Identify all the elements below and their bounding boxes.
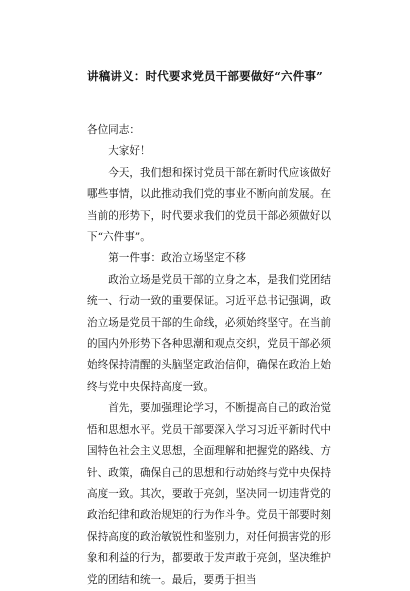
greeting: 大家好！ <box>108 145 151 158</box>
paragraph-political-stance: 政治立场是党员干部的立身之本，是我们党团结统一、行动一致的重要保证。习近平总书记强调，政治立场是党员干部的生命线，必须始终坚守。在当前的国内外形势下各种思潮和观点交织，党员干部必须始终保持清醒的头脑坚定政治信仰，确保在政治上始终与党中央保持高度一致。 <box>87 273 331 393</box>
salutation: 各位同志： <box>87 124 140 136</box>
paragraph-intro: 今天，我们想和探讨党员干部在新时代应该做好哪些事情，以此推动我们党的事业不断向前发展。在当前的形势下，时代要求我们的党员干部必须做好以下“六件事”。 <box>87 166 331 244</box>
document-body <box>87 120 331 591</box>
document-title: 讲稿讲义：时代要求党员干部要做好“六件事” <box>87 69 323 83</box>
section-heading-first: 第一件事：政治立场坚定不移 <box>108 252 246 265</box>
paragraph-first-measures: 首先，要加强理论学习，不断提高自己的政治觉悟和思想水平。党员干部要深入学习习近平新时代中国特色社会主义思想，全面理解和把握党的路线、方针、政策，确保自己的思想和行动始终与党中央保持高度一致。其次，要敢于亮剑，坚决同一切违背党的政治纪律和政治规矩的行为作斗争。党员干部要时刻保持高度的政治敏锐性和鉴别力，对任何损害党的形象和利益的行为，都要敢于发声敢于亮剑，坚决维护党的团结和统一。最后，要勇于担当 <box>87 402 331 586</box>
